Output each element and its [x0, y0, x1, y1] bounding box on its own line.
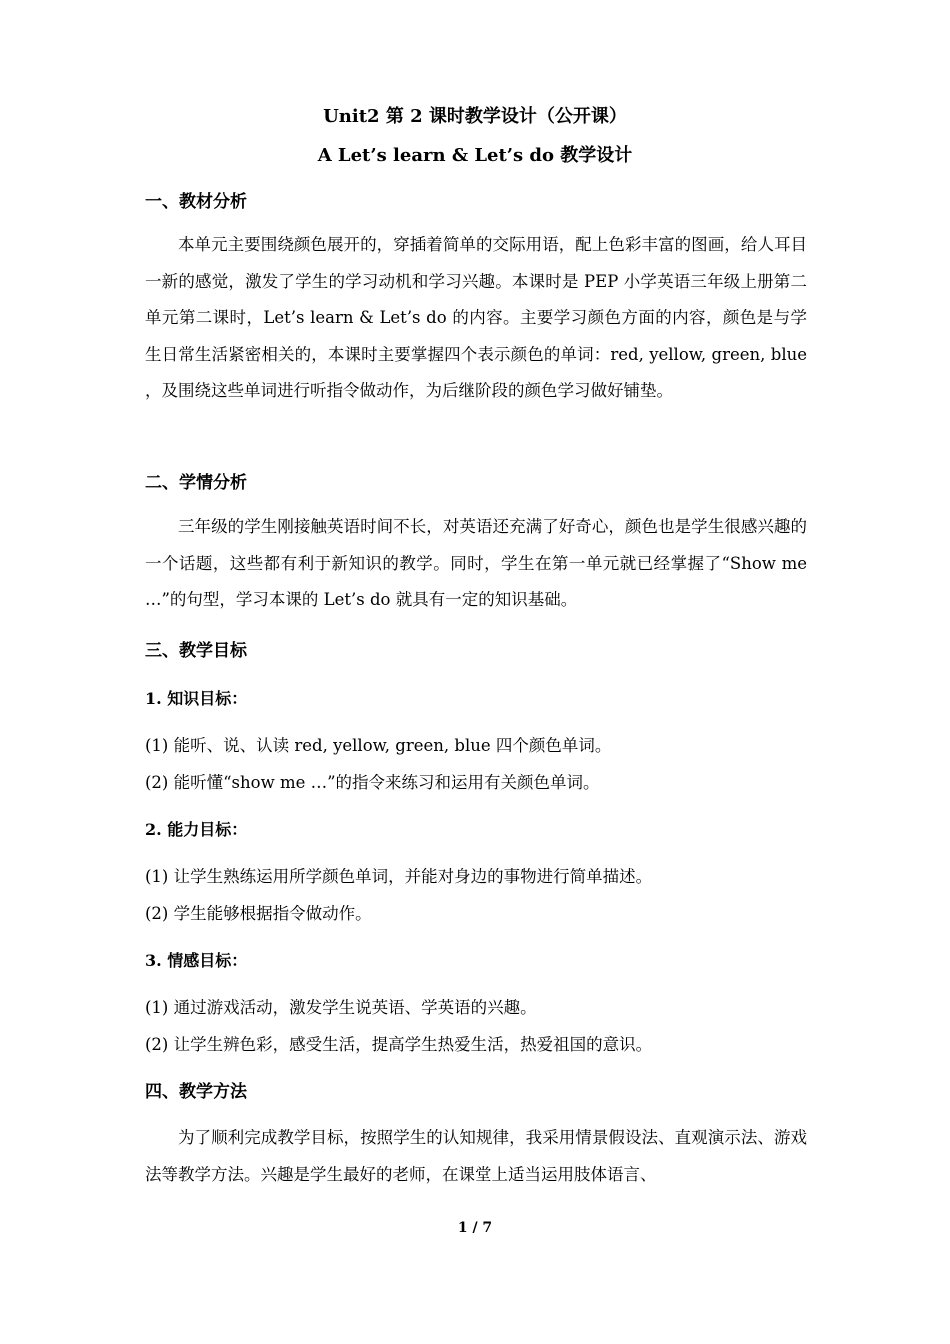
section-heading-teaching-methods: 四、教学方法: [145, 1082, 247, 1102]
section-heading-textbook-analysis: 一、教材分析: [145, 192, 247, 212]
page-number: 1 / 7: [457, 1220, 493, 1236]
document-title: Unit2 第 2 课时教学设计（公开课）: [323, 106, 627, 127]
objective-item: (1) 让学生熟练运用所学颜色单词，并能对身边的事物进行简单描述。: [145, 867, 653, 886]
section-text-student-analysis: 三年级的学生刚接触英语时间不长，对英语还充满了好奇心，颜色也是学生很感兴趣的一个话题，这些都有利于新知识的教学。同时，学生在第一单元就已经掌握了“Show me …”的句型，学习本课的 Let’s do 就具有一定的知识基础。: [145, 517, 807, 610]
objective-item: (1) 通过游戏活动，激发学生说英语、学英语的兴趣。: [145, 998, 537, 1017]
section-heading-teaching-objectives: 三、教学目标: [145, 641, 247, 661]
objective-heading-emotion: 3. 情感目标：: [145, 951, 248, 970]
objective-item: (2) 让学生辨色彩，感受生活，提高学生热爱生活，热爱祖国的意识。: [145, 1035, 653, 1054]
objective-heading-knowledge: 1. 知识目标：: [145, 689, 248, 708]
section-heading-student-analysis: 二、学情分析: [145, 473, 247, 493]
objective-item: (2) 学生能够根据指令做动作。: [145, 904, 372, 923]
document-subtitle: A Let’s learn & Let’s do 教学设计: [317, 145, 633, 166]
objective-heading-ability: 2. 能力目标：: [145, 820, 248, 839]
objective-item: (2) 能听懂“show me …”的指令来练习和运用有关颜色单词。: [145, 773, 600, 792]
section-text-teaching-methods: 为了顺利完成教学目标，按照学生的认知规律，我采用情景假设法、直观演示法、游戏法等教学方法。兴趣是学生最好的老师，在课堂上适当运用肢体语言、: [145, 1128, 807, 1184]
section-text-textbook-analysis: 本单元主要围绕颜色展开的，穿插着简单的交际用语，配上色彩丰富的图画，给人耳目一新的感觉，激发了学生的学习动机和学习兴趣。本课时是 PEP 小学英语三年级上册第二单元第二课时，Let’s learn & Let’s do 的内容。主要学习颜色方面的内容，颜色是与学生日常生活紧密相关的，本课时主要掌握四个表示颜色的单词：red, yellow, green, blue ，及围绕这些单词进行听指令做动作，为后继阶段的颜色学习做好铺垫。: [145, 235, 807, 401]
objective-item: (1) 能听、说、认读 red, yellow, green, blue 四个颜色单词。: [145, 736, 612, 755]
